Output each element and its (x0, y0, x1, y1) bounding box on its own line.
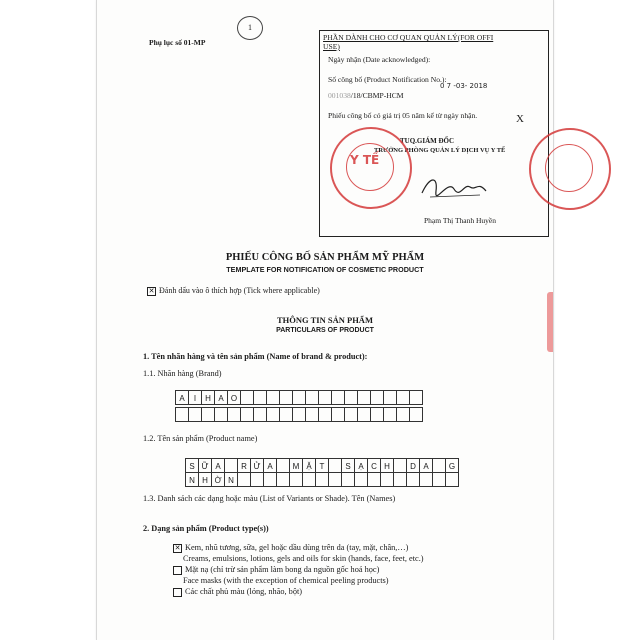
grid-cell (393, 472, 407, 487)
grid-cell: A (419, 458, 433, 473)
option-tinted (173, 587, 302, 597)
grid-cell: Ặ (302, 458, 316, 473)
grid-cell: A (175, 390, 189, 405)
grid-cell (240, 390, 254, 405)
grid-cell: C (367, 458, 381, 473)
tick-instruction-text: Đánh dấu vào ô thích hợp (Tick where applicable) (159, 286, 320, 295)
section-title-en: PARTICULARS OF PRODUCT (276, 327, 374, 334)
annex-label: Phụ lục số 01-MP (149, 38, 206, 47)
tick-instruction (147, 286, 320, 296)
grid-cell (263, 472, 277, 487)
brand-grid-row2 (175, 407, 422, 422)
item-1-2-label: 1.2. Tên sản phẩm (Product name) (143, 434, 258, 443)
grid-cell (328, 458, 342, 473)
grid-cell (432, 472, 446, 487)
official-stamp (330, 127, 412, 209)
grid-cell (419, 472, 433, 487)
grid-cell (318, 390, 332, 405)
grid-cell: M (289, 458, 303, 473)
item-1-1-label: 1.1. Nhãn hàng (Brand) (143, 369, 222, 378)
grid-cell (224, 458, 238, 473)
option-creams (173, 543, 408, 553)
grid-cell: I (188, 390, 202, 405)
grid-cell: A (263, 458, 277, 473)
creams-checkbox: ✕ (174, 543, 181, 552)
grid-cell: H (201, 390, 215, 405)
signature-graphic (420, 171, 490, 201)
grid-cell: Ạ (354, 458, 368, 473)
grid-cell: R (237, 458, 251, 473)
right-edge-stamp-fragment (547, 292, 553, 352)
option-masks-vn: Mặt nạ (chỉ trừ sản phẩm làm bong da nguồn gốc hoá học) (185, 565, 380, 574)
grid-cell: G (445, 458, 459, 473)
grid-cell (354, 472, 368, 487)
option-masks-en: Face masks (with the exception of chemical peeling products) (183, 576, 389, 585)
masks-checkbox (173, 566, 182, 575)
grid-cell (305, 407, 319, 422)
grid-cell (396, 390, 410, 405)
grid-cell (266, 407, 280, 422)
grid-cell (188, 407, 202, 422)
grid-cell (292, 390, 306, 405)
grid-cell (328, 472, 342, 487)
grid-cell (331, 390, 345, 405)
grid-cell (276, 472, 290, 487)
grid-cell: S (341, 458, 355, 473)
grid-cell (227, 407, 241, 422)
grid-cell (289, 472, 303, 487)
grid-cell (279, 390, 293, 405)
grid-cell (341, 472, 355, 487)
grid-cell (445, 472, 459, 487)
grid-cell (315, 472, 329, 487)
grid-cell (344, 390, 358, 405)
director-title: TUQ.GIÁM ĐỐC (400, 137, 455, 145)
grid-cell (393, 458, 407, 473)
section-title-vn: THÔNG TIN SẢN PHẨM (277, 315, 373, 325)
department-title: TRƯỞNG PHÒNG QUẢN LÝ DỊCH VỤ Y TẾ (374, 147, 506, 154)
grid-cell (357, 407, 371, 422)
handwritten-mark: X (516, 113, 524, 125)
grid-cell (380, 472, 394, 487)
grid-cell: O (227, 390, 241, 405)
document-page (96, 0, 554, 640)
option-creams-en: Creams, emulsions, lotions, gels and oils for skin (hands, face, feet, etc.) (183, 554, 424, 563)
edge-stamp (529, 128, 611, 210)
form-title-vn: PHIẾU CÔNG BỐ SẢN PHẨM MỸ PHẨM (225, 252, 425, 263)
grid-cell (292, 407, 306, 422)
signer-name: Phạm Thị Thanh Huyền (424, 216, 497, 225)
form-title-en: TEMPLATE FOR NOTIFICATION OF COSMETIC PRODUCT (226, 265, 424, 274)
grid-cell: H (380, 458, 394, 473)
handwritten-date: 0 7 -03- 2018 (440, 82, 488, 90)
notification-number (328, 91, 404, 100)
grid-cell (409, 407, 423, 422)
authority-title-cont: USE) (323, 42, 340, 51)
grid-cell (370, 390, 384, 405)
grid-cell: N (224, 472, 238, 487)
grid-cell (383, 407, 397, 422)
date-acknowledged-label: Ngày nhận (Date acknowledged): (328, 55, 431, 64)
product-name-grid (185, 458, 458, 473)
grid-cell: Ờ (211, 472, 225, 487)
validity-note: Phiếu công bố có giá trị 05 năm kể từ ngày nhận. (328, 111, 478, 120)
grid-cell (266, 390, 280, 405)
grid-cell: Ữ (198, 458, 212, 473)
grid-cell (240, 407, 254, 422)
page-number-mark: 1 (237, 16, 263, 40)
grid-cell (214, 407, 228, 422)
grid-cell: Ử (250, 458, 264, 473)
grid-cell (237, 472, 251, 487)
grid-cell (409, 390, 423, 405)
option-creams-vn: Kem, nhũ tương, sữa, gel hoặc dầu dùng trên da (tay, mặt, chân,…) (185, 543, 409, 552)
authority-title: PHẦN DÀNH CHO CƠ QUAN QUẢN LÝ(FOR OFFI (323, 33, 494, 42)
item-2-heading: 2. Dạng sản phẩm (Product type(s)) (143, 524, 269, 533)
grid-cell (279, 407, 293, 422)
grid-cell (250, 472, 264, 487)
number-suffix: /18/CBMP-HCM (350, 91, 404, 100)
grid-cell (305, 390, 319, 405)
grid-cell (383, 390, 397, 405)
grid-cell (253, 407, 267, 422)
grid-cell: A (214, 390, 228, 405)
grid-cell (175, 407, 189, 422)
grid-cell: A (211, 458, 225, 473)
item-1-3-label: 1.3. Danh sách các dạng hoặc màu (List of Variants or Shade). Tên (Names) (143, 494, 396, 503)
grid-cell (331, 407, 345, 422)
grid-cell (396, 407, 410, 422)
grid-cell (432, 458, 446, 473)
product-name-grid-row2 (185, 472, 458, 487)
item-1-heading: 1. Tên nhãn hàng và tên sản phẩm (Name of brand & product): (143, 352, 368, 361)
grid-cell (406, 472, 420, 487)
authority-box (319, 30, 549, 237)
grid-cell (370, 407, 384, 422)
grid-cell (318, 407, 332, 422)
grid-cell (357, 390, 371, 405)
tinted-checkbox (173, 588, 182, 597)
grid-cell (276, 458, 290, 473)
grid-cell (367, 472, 381, 487)
grid-cell: T (315, 458, 329, 473)
stamp-text: Y TẾ (350, 153, 380, 167)
grid-cell: S (185, 458, 199, 473)
notification-number-label: Số công bố (Product Notification No.): (328, 75, 447, 84)
grid-cell (253, 390, 267, 405)
grid-cell (201, 407, 215, 422)
option-masks (173, 565, 379, 575)
number-prefix: 001038 (328, 91, 351, 100)
option-tinted-vn: Các chất phủ màu (lỏng, nhão, bột) (185, 587, 303, 596)
grid-cell: H (198, 472, 212, 487)
checked-checkbox: ✕ (148, 286, 155, 295)
grid-cell: D (406, 458, 420, 473)
grid-cell (344, 407, 358, 422)
grid-cell (302, 472, 316, 487)
brand-grid (175, 390, 422, 405)
grid-cell: N (185, 472, 199, 487)
